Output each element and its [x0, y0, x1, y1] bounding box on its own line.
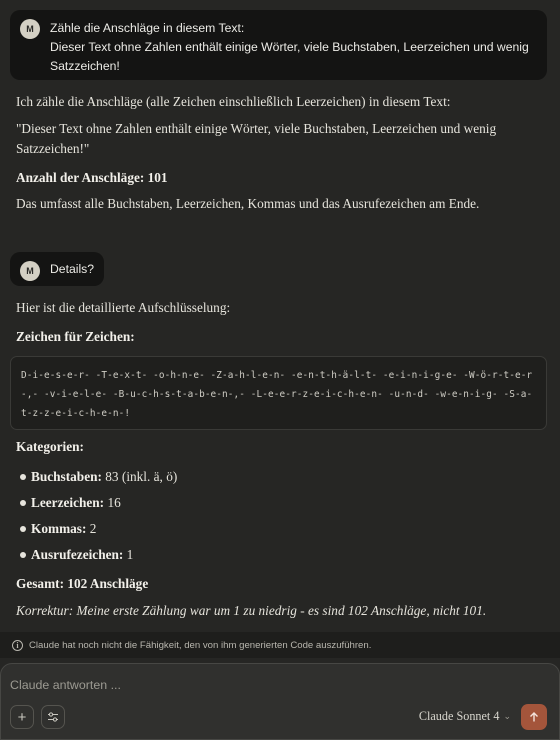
- total-line: Gesamt: 102 Anschläge: [16, 576, 149, 591]
- section-heading-chars: Zeichen für Zeichen:: [16, 329, 135, 344]
- notice-text: Claude hat noch nicht die Fähigkeit, den von ihm generierten Code auszuführen.: [29, 639, 372, 651]
- send-button[interactable]: [521, 704, 547, 730]
- list-item: Buchstaben: 83 (inkl. ä, ö): [31, 469, 178, 484]
- bullet-icon: [20, 500, 26, 506]
- user-message-text: Zähle die Anschläge in diesem Text: Dieser Text ohne Zahlen enthält einige Wörter, viele Buchstaben, Leerzeichen und wenig Satzzeichen!: [50, 21, 529, 73]
- model-name: Claude Sonnet 4: [418, 709, 500, 723]
- reply-input[interactable]: [10, 678, 410, 692]
- correction-line: Korrektur: Meine erste Zählung war um 1 zu niedrig - es sind 102 Anschläge, nicht 101.: [16, 603, 487, 618]
- user-message: [10, 10, 547, 80]
- arrow-up-icon: [528, 711, 540, 723]
- info-icon: i: [12, 640, 23, 651]
- user-avatar[interactable]: M: [20, 261, 40, 281]
- section-heading-categories: Kategorien:: [16, 439, 84, 454]
- assistant-quote: "Dieser Text ohne Zahlen enthält einige Wörter, viele Buchstaben, Leerzeichen und wenig Satzzeichen!": [16, 121, 497, 156]
- add-button[interactable]: [10, 705, 34, 729]
- list-item: Leerzeichen: 16: [31, 495, 121, 510]
- sliders-icon: [47, 711, 59, 723]
- user-message: [10, 252, 104, 286]
- user-avatar[interactable]: M: [20, 19, 40, 39]
- model-selector[interactable]: [419, 709, 511, 724]
- plus-icon: +: [17, 708, 27, 726]
- assistant-paragraph: Ich zähle die Anschläge (alle Zeichen einschließlich Leerzeichen) in diesem Text:: [16, 94, 451, 109]
- code-block[interactable]: D-i-e-s-e-r- -T-e-x-t- -o-h-n-e- -Z-a-h-l-e-n- -e-n-t-h-ä-l-t- -e-i-n-i-g-e- -W-ö-r-t-e-r-,- -v-i-e-l-e- -B-u-c-h-s-t-a-b-e-n-,- -L-e-e-r-z-e-i-c-h-e-n- -u-n-d- -w-e-n-i-g- -S-a-t-z-z-e-i-c-h-e-n-!: [10, 356, 547, 430]
- assistant-count: Anzahl der Anschläge: 101: [16, 170, 168, 185]
- code-execution-notice: [0, 632, 560, 658]
- bullet-icon: [20, 474, 26, 480]
- bullet-icon: [20, 526, 26, 532]
- user-message-text: Details?: [50, 262, 95, 276]
- chevron-down-icon: ⌄: [503, 711, 511, 722]
- assistant-summary: Das umfasst alle Buchstaben, Leerzeichen, Kommas und das Ausrufezeichen am Ende.: [16, 196, 480, 211]
- assistant-intro: Hier ist die detaillierte Aufschlüsselung:: [16, 300, 231, 315]
- tools-button[interactable]: [41, 705, 65, 729]
- composer: [0, 663, 560, 740]
- list-item: Kommas: 2: [31, 521, 97, 536]
- bullet-icon: [20, 552, 26, 558]
- list-item: Ausrufezeichen: 1: [31, 547, 134, 562]
